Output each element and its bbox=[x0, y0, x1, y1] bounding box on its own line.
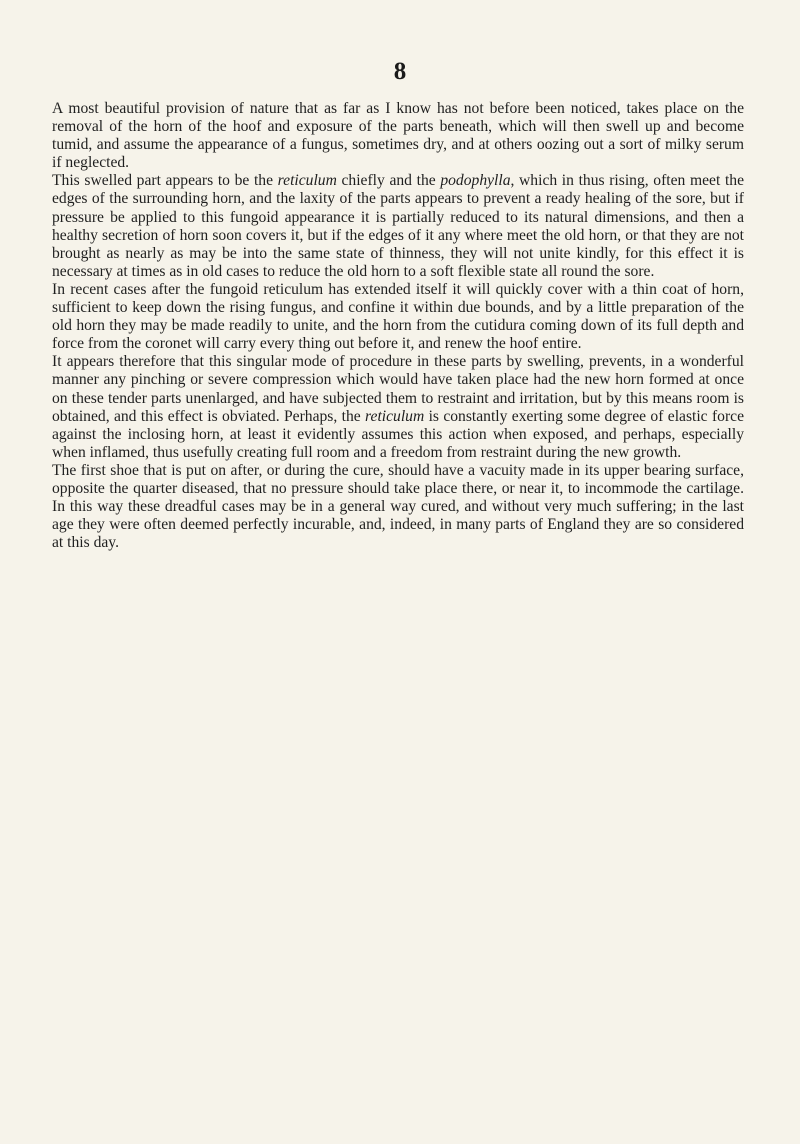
body-text bbox=[52, 100, 744, 552]
paragraph-5-text: The first shoe that is put on after, or during the cure, should have a vacuity made in its upper bearing surface, opposite the quarter diseased, that no pressure should take place there, or near it, to incommode the cartilage. In this way these dreadful cases may be in a general way cured, and without very much suffering; in the last age they were often deemed perfectly incurable, and, indeed, in many parts of England they are so considered at this day. bbox=[52, 461, 744, 552]
paragraph-2-term-reticulum: reticulum bbox=[277, 172, 337, 190]
paragraph-4 bbox=[52, 353, 744, 462]
paragraph-1 bbox=[52, 100, 744, 172]
paragraph-1-text: A most beautiful provision of nature that as far as I know has not before been noticed, takes place on the removal of the horn of the hoof and exposure of the parts beneath, which will then swell up and become tumid, and assume the appearance of a fungus, sometimes dry, and at others oozing out a sort of milky serum if neglected. bbox=[52, 100, 744, 172]
paragraph-2-text-a: This swelled part appears to be the bbox=[52, 172, 278, 190]
page-number: 8 bbox=[393, 58, 407, 85]
paragraph-2 bbox=[52, 172, 744, 281]
paragraph-4-text-b: is constantly exerting some degree of elastic force against the inclosing horn, at least it evidently assumes this action when exposed, and perhaps, especially when inflamed, thus usefully creating full room and a freedom from restraint during the new growth. bbox=[52, 407, 744, 461]
paragraph-2-term-podophylla: podophylla bbox=[440, 172, 511, 190]
paragraph-4-term-reticulum: reticulum bbox=[365, 407, 425, 425]
paragraph-5 bbox=[52, 462, 744, 552]
paragraph-3 bbox=[52, 281, 744, 353]
paragraph-4-text-a: It appears therefore that this singular mode of procedure in these parts by swelling, prevents, in a wonderful manner any pinching or severe compression which would have taken place had the new horn formed at once on these tender parts unenlarged, and have subjected them to restraint and irritation, but by this means room is obtained, and this effect is obviated. Perhaps, the bbox=[52, 353, 744, 425]
paragraph-2-text-b: chiefly and the bbox=[336, 172, 441, 190]
paragraph-2-text-c: , which in thus rising, often meet the edges of the surrounding horn, and the laxity of the parts appears to prevent a ready healing of the sore, but if pressure be applied to this fungoid appearance it is partially reduced to its natural dimensions, and then a healthy secretion of horn soon covers it, but if the edges of it any where meet the old horn, or that they are not brought as nearly as may be into the same state of thinness, they will not unite kindly, for this effect it is necessary at times as in old cases to reduce the old horn to a soft flexible state all round the sore. bbox=[52, 172, 744, 280]
paragraph-3-text: In recent cases after the fungoid reticulum has extended itself it will quickly cover with a thin coat of horn, sufficient to keep down the rising fungus, and confine it within due bounds, and by a little preparation of the old horn they may be made readily to unite, and the horn from the cutidura coming down of its full depth and force from the coronet will carry every thing out before it, and renew the hoof entire. bbox=[52, 280, 744, 353]
